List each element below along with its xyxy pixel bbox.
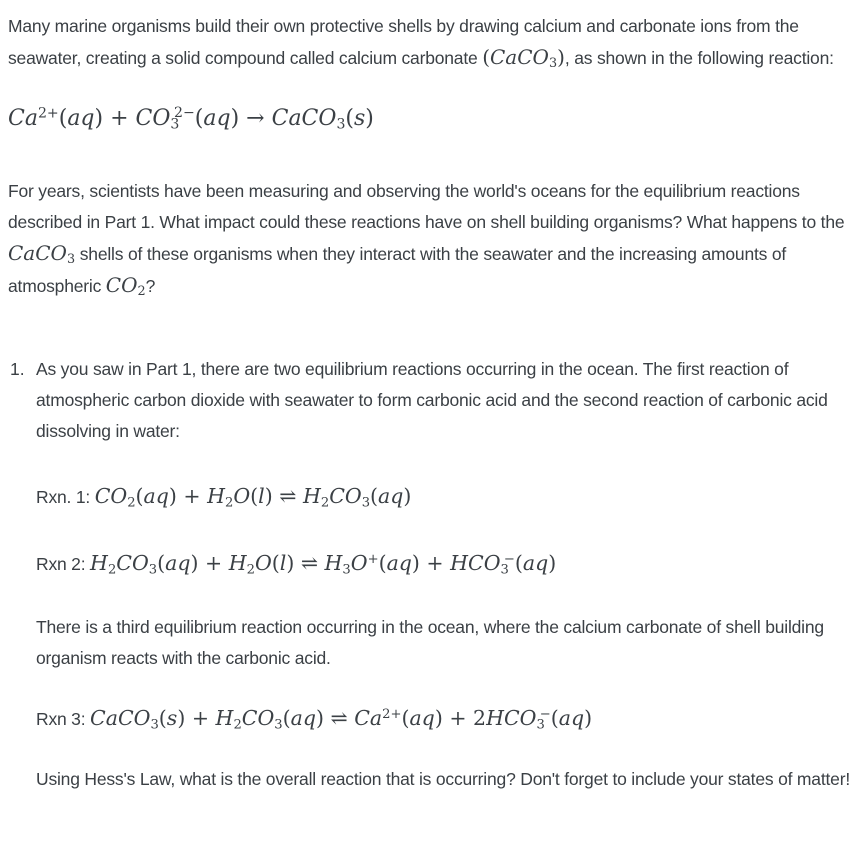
rxn-2-line (36, 545, 855, 582)
question-1 (8, 354, 855, 795)
rxn-3-label: Rxn 3: (36, 709, 91, 729)
question-number: 1. (10, 359, 25, 379)
inline-math: CaCO$_3$ (8, 241, 76, 268)
inline-math: $CO_2$ (105, 273, 146, 300)
numbered-question-list (8, 354, 855, 795)
rxn-2-label: Rxn 2: (36, 554, 91, 574)
hess-law-prompt: Using Hess's Law, what is the overall reaction that is occurring? Don't forget to include your states of matter! (36, 769, 850, 789)
context-paragraph: For years, scientists have been measuring and observing the world's oceans for the equilibrium reactions described in Part 1. What impact could these reactions have on shell building organisms? What happens to the CaCO$_3$ shells of these organisms when they interact with the seawater and the increasing amounts of atmospheric $CO_2$? (8, 181, 845, 300)
rxn-1-equation: $CO_2(aq) + H_2O(l)$ ⇌ $H_2CO_3(aq)$ (94, 484, 412, 511)
rxn-1-label: Rxn. 1: (36, 487, 95, 507)
inline-math: (CaCO$_3$) (482, 45, 565, 72)
rxn-1-line (36, 478, 855, 515)
rxn-3-line (36, 700, 855, 737)
rxn-3-equation: CaCO$_3$(s) + $H_2CO_3(aq)$ ⇌ $Ca^{2+}(aq) + 2HCO_3^-(aq)$ (90, 706, 593, 733)
rxn-2-equation: $H_2CO_3(aq) + H_2O(l)$ ⇌ $H_3O^+(aq) + HCO_3^-(aq)$ (90, 551, 557, 578)
third-reaction-paragraph: There is a third equilibrium reaction occurring in the ocean, where the calcium carbonate of shell building organism reacts with the carbonic acid. (36, 617, 824, 668)
precipitation-reaction-equation: $Ca^{2+}(aq) + CO_3^{2-}(aq)$ → CaCO$_3$(s) (8, 105, 374, 133)
question-1-text: As you saw in Part 1, there are two equilibrium reactions occurring in the ocean. The first reaction of atmospheric carbon dioxide with seawater to form carbonic acid and the second reaction of carbonic acid dissolving in water: (36, 359, 828, 441)
intro-paragraph: Many marine organisms build their own protective shells by drawing calcium and carbonate ions from the seawater, creating a solid compound called calcium carbonate (CaCO$_3$), as shown in the following reaction: (8, 16, 834, 72)
